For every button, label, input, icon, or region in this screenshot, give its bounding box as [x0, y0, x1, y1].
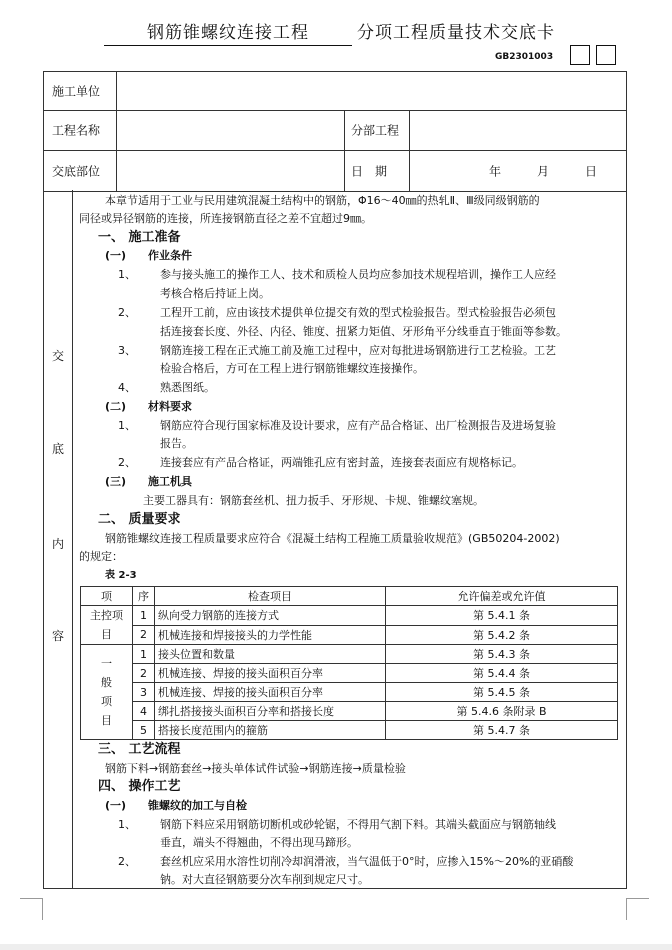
side-label: 容 — [51, 629, 64, 643]
seq-cell: 5 — [133, 721, 155, 740]
item-text: 检验合格后，方可在工程上进行钢筋锥螺纹连接操作。 — [160, 362, 424, 375]
subsection-heading: (一) 作业条件 — [105, 249, 193, 262]
item-text: 钢筋连接工程在正式施工前及施工过程中，应对每批进场钢筋进行工艺检验。工艺 — [160, 344, 556, 357]
seq-cell: 2 — [133, 664, 155, 683]
doc-code: GB2301003 — [495, 52, 554, 62]
subsection-heading: (一) 锥螺纹的加工与自检 — [105, 799, 248, 812]
table-header-row — [81, 587, 618, 606]
table-header: 项 — [81, 587, 133, 606]
item-text: 钢筋下料应采用钢筋切断机或砂轮锯，不得用气割下料。其端头截面应与钢筋轴线 — [160, 818, 556, 831]
location-label: 交底部位 — [52, 164, 101, 178]
item-text: 括连接套长度、外径、内径、锥度、扭紧力矩值、牙形角平分线垂直于锥面等参数。 — [160, 325, 567, 338]
group-cell: 主控项目 — [81, 606, 133, 645]
intro-line: 本章节适用于工业与民用建筑混凝土结构中的钢筋，Φ16～40㎜的热轧Ⅱ、Ⅲ级同级钢筋的 — [105, 194, 540, 207]
table-row — [81, 645, 618, 664]
side-label-column — [44, 190, 73, 888]
item-text: 工程开工前，应由该技术提供单位提交有效的型式检验报告。型式检验报告必须包 — [160, 306, 556, 319]
quality-text: 钢筋锥螺纹连接工程质量要求应符合《混凝土结构工程施工质量验收规范》(GB50204-2002) — [105, 532, 560, 545]
table-row — [81, 664, 618, 683]
check-cell: 搭接长度范围内的箍筋 — [155, 721, 386, 740]
table-row — [81, 721, 618, 740]
checkbox-2[interactable] — [596, 45, 616, 65]
item-text: 套丝机应采用水溶性切削冷却润滑液，当气温低于0°时，应掺入15%～20%的亚硝酸 — [160, 855, 574, 868]
seq-cell: 4 — [133, 702, 155, 721]
table-header: 序 — [133, 587, 155, 606]
item-number: 1、 — [118, 419, 136, 432]
page-bottom-strip — [0, 944, 672, 950]
seq-cell: 3 — [133, 683, 155, 702]
seq-cell: 1 — [133, 645, 155, 664]
intro-line: 同径或异径钢筋的连接，所连接钢筋直径之差不宜超过9㎜。 — [79, 212, 372, 225]
checkbox-1[interactable] — [570, 45, 590, 65]
page-edge-mark — [20, 898, 42, 899]
check-cell: 机械连接、焊接的接头面积百分率 — [155, 683, 386, 702]
document-title — [0, 14, 672, 42]
date-label: 日 期 — [351, 164, 388, 178]
seq-cell: 1 — [133, 606, 155, 626]
item-text: 钠。对大直径钢筋要分次车削到规定尺寸。 — [160, 873, 369, 886]
section-heading: 三、 工艺流程 — [98, 742, 181, 757]
project-title: 钢筋锥螺纹连接工程 — [104, 18, 352, 46]
table-header: 允许偏差或允许值 — [386, 587, 618, 606]
side-label: 交 — [51, 349, 64, 363]
check-cell: 纵向受力钢筋的连接方式 — [155, 606, 386, 626]
allow-cell: 第 5.4.7 条 — [386, 721, 618, 740]
divider — [409, 110, 410, 191]
item-number: 2、 — [118, 855, 136, 868]
row-unit — [44, 72, 626, 111]
flow-text: 钢筋下料→钢筋套丝→接头单体试件试验→钢筋连接→质量检验 — [105, 762, 406, 775]
subsection-heading: (三) 施工机具 — [105, 475, 193, 488]
allow-cell: 第 5.4.2 条 — [386, 625, 618, 645]
item-text: 参与接头施工的操作工人、技术和质检人员均应参加技术规程培训，操作工人应经 — [160, 268, 556, 281]
item-number: 2、 — [118, 306, 136, 319]
side-label: 内 — [51, 537, 64, 551]
check-cell: 接头位置和数量 — [155, 645, 386, 664]
item-number: 3、 — [118, 344, 136, 357]
sub-label: 分部工程 — [351, 123, 400, 138]
allow-cell: 第 5.4.1 条 — [386, 606, 618, 626]
quality-table — [80, 586, 618, 740]
item-text: 连接套应有产品合格证，两端锥孔应有密封盖，连接套表面应有规格标记。 — [160, 456, 523, 469]
table-row — [81, 606, 618, 626]
row-project — [44, 110, 626, 151]
item-number: 1、 — [118, 268, 136, 281]
page-edge-mark — [42, 898, 43, 920]
check-cell: 绑扎搭接接头面积百分率和搭接长度 — [155, 702, 386, 721]
divider — [116, 72, 117, 191]
project-label: 工程名称 — [52, 123, 101, 138]
side-label: 底 — [51, 442, 64, 456]
section-heading: 四、 操作工艺 — [98, 779, 181, 794]
item-text: 报告。 — [160, 437, 193, 450]
item-text: 熟悉图纸。 — [160, 381, 215, 394]
table-row — [81, 683, 618, 702]
item-number: 4、 — [118, 381, 136, 394]
date-value: 年 月 日 — [489, 164, 598, 178]
page-edge-mark — [626, 898, 627, 920]
seq-cell: 2 — [133, 625, 155, 645]
table-caption: 表 2-3 — [105, 570, 137, 581]
item-number: 1、 — [118, 818, 136, 831]
item-text: 垂直，端头不得翘曲，不得出现马蹄形。 — [160, 836, 358, 849]
item-text: 钢筋应符合现行国家标准及设计要求，应有产品合格证、出厂检测报告及进场复验 — [160, 419, 556, 432]
allow-cell: 第 5.4.5 条 — [386, 683, 618, 702]
allow-cell: 第 5.4.4 条 — [386, 664, 618, 683]
check-cell: 机械连接、焊接的接头面积百分率 — [155, 664, 386, 683]
allow-cell: 第 5.4.3 条 — [386, 645, 618, 664]
table-row — [81, 702, 618, 721]
item-text: 考核合格后持证上岗。 — [160, 287, 270, 300]
divider — [344, 110, 345, 191]
subsection-heading: (二) 材料要求 — [105, 400, 193, 413]
page-edge-mark — [627, 898, 649, 899]
group-cell: 一般项目 — [81, 645, 133, 740]
unit-label: 施工单位 — [52, 84, 101, 99]
header-table — [43, 71, 627, 192]
section-heading: 一、 施工准备 — [98, 230, 181, 245]
row-location — [44, 150, 626, 191]
table-row — [81, 625, 618, 645]
section-heading: 二、 质量要求 — [98, 512, 181, 527]
item-number: 2、 — [118, 456, 136, 469]
quality-text: 的规定： — [79, 550, 123, 563]
card-title: 分项工程质量技术交底卡 — [357, 23, 555, 43]
allow-cell: 第 5.4.6 条附录 B — [386, 702, 618, 721]
table-header: 检查项目 — [155, 587, 386, 606]
tools-text: 主要工器具有：钢筋套丝机、扭力扳手、牙形规、卡规、锥螺纹塞规。 — [143, 494, 484, 507]
check-cell: 机械连接和焊接接头的力学性能 — [155, 625, 386, 645]
